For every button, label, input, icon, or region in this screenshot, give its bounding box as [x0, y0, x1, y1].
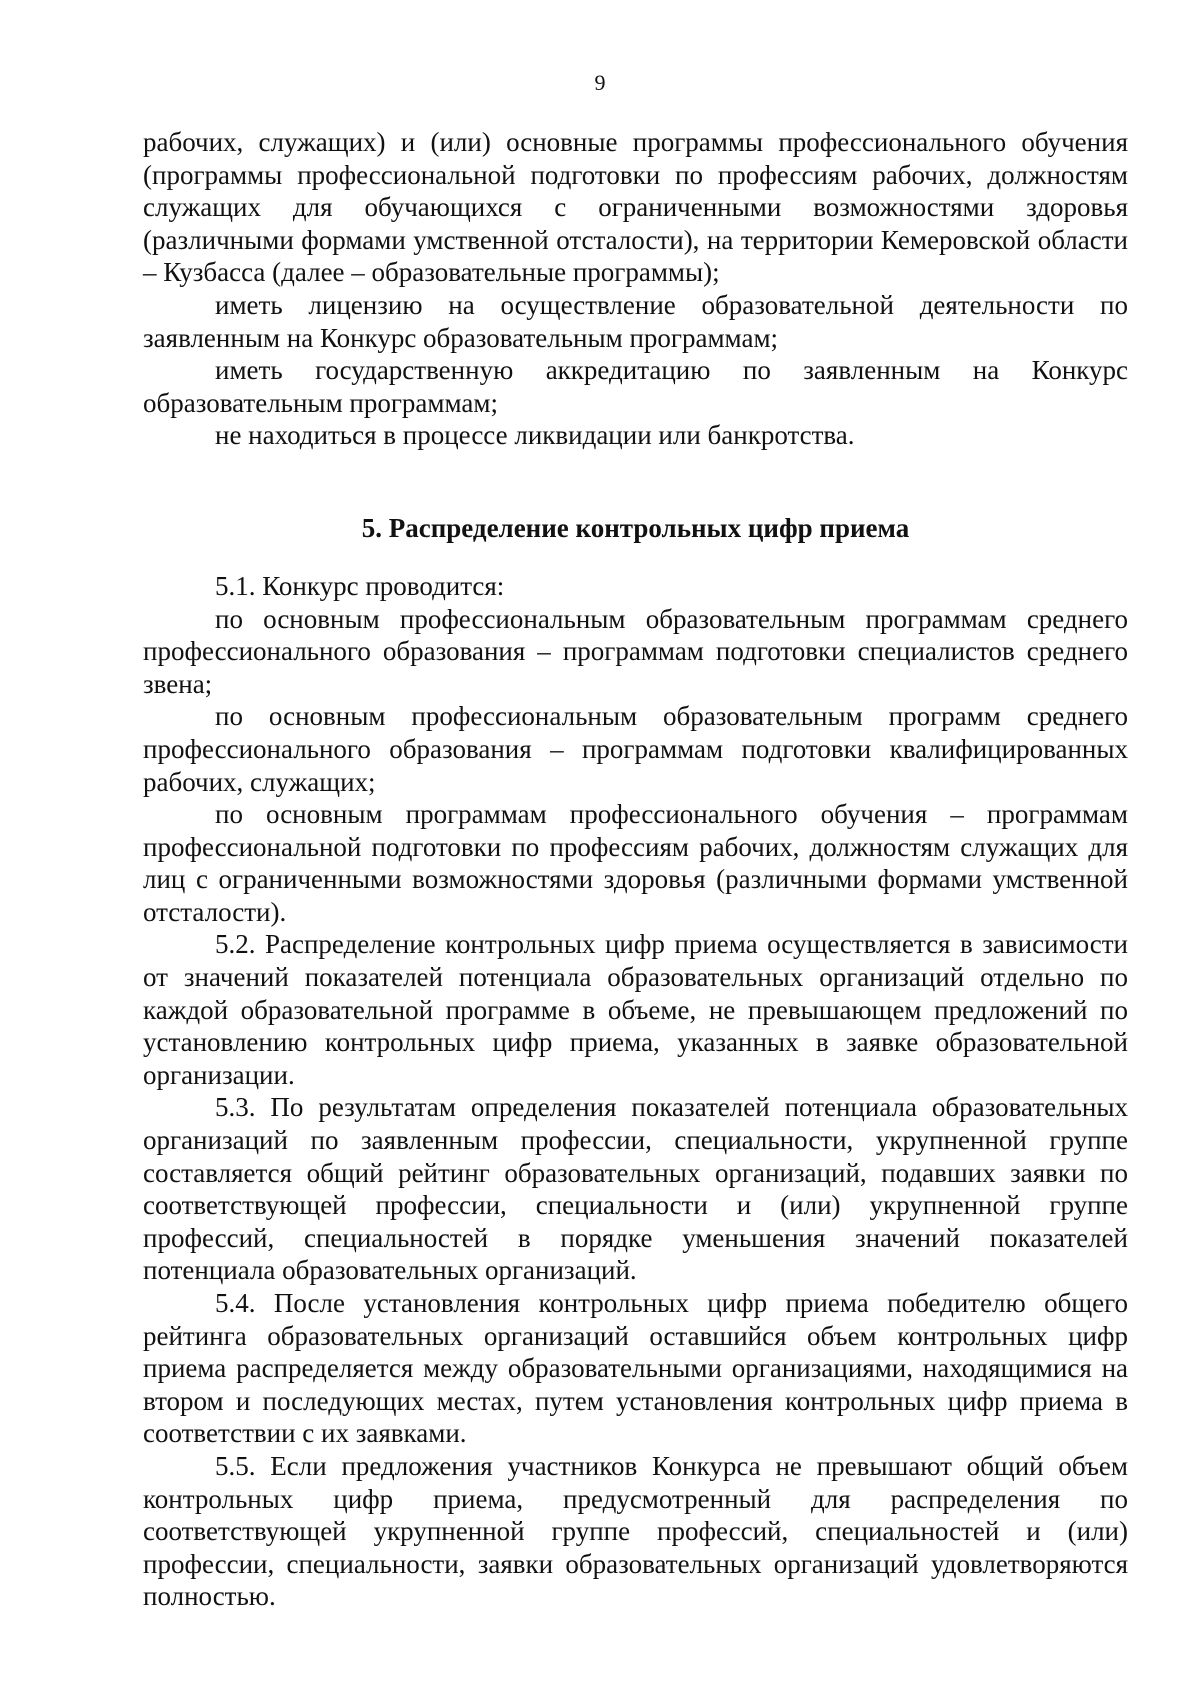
paragraph-continuation: рабочих, служащих) и (или) основные программы профессионального обучения (программы профессиональной подготовки по профессиям рабочих, должностям служащих для обучающихся с ограниченными возможностями здоровья (различными формами умственной отсталости), на территории Кемеровской области – Кузбасса (далее – образовательные программы); [143, 127, 1128, 288]
paragraph-5-4: 5.4. После установления контрольных цифр приема победителю общего рейтинга образовательных организаций оставшийся объем контрольных цифр приема распределяется между образовательными организациями, находящимися на втором и последующих местах, путем установления контрольных цифр приема в соответствии с их заявками. [143, 1288, 1128, 1449]
paragraph-5-1-item-specialists: по основным профессиональным образовательным программам среднего профессионального образования – программам подготовки специалистов среднего звена; [143, 603, 1128, 699]
paragraph-5-5: 5.5. Если предложения участников Конкурса не превышают общий объем контрольных цифр приема, предусмотренный для распределения по соответствующей укрупненной группе профессий, специальностей и (или) профессии, специальности, заявки образовательных организаций удовлетворяются полностью. [143, 1450, 1128, 1612]
paragraph-license-requirement: иметь лицензию на осуществление образовательной деятельности по заявленным на Конкурс образовательным программам; [143, 289, 1128, 353]
paragraph-5-1-item-workers: по основным профессиональным образовательным программ среднего профессионального образования – программам подготовки квалифицированных рабочих, служащих; [143, 701, 1128, 797]
section-heading: 5. Распределение контрольных цифр приема [361, 512, 910, 543]
paragraph-5-2: 5.2. Распределение контрольных цифр приема осуществляется в зависимости от значений показателей потенциала образовательных организаций отдельно по каждой образовательной программе в объеме, не превышающем предложений по установлению контрольных цифр приема, указанных в заявке образовательной организации. [143, 929, 1128, 1090]
page-number: 9 [594, 70, 606, 95]
paragraph-5-1: 5.1. Конкурс проводится: [215, 570, 505, 601]
paragraph-accreditation-requirement: иметь государственную аккредитацию по заявленным на Конкурс образовательным программам; [143, 355, 1128, 418]
document-body [143, 126, 1128, 1613]
paragraph-5-3: 5.3. По результатам определения показателей потенциала образовательных организаций по заявленным профессии, специальности, укрупненной группе составляется общий рейтинг образовательных организаций, подавших заявки по соответствующей профессии, специальности и (или) укрупненной группе профессий, специальностей в порядке уменьшения значений показателей потенциала образовательных организаций. [143, 1092, 1128, 1286]
paragraph-liquidation-requirement: не находиться в процессе ликвидации или банкротства. [215, 420, 855, 451]
paragraph-5-1-item-vocational: по основным программам профессионального обучения – программам профессиональной подготовки по профессиям рабочих, должностям служащих для лиц с ограниченными возможностями здоровья (различными формами умственной отсталости). [143, 799, 1128, 927]
